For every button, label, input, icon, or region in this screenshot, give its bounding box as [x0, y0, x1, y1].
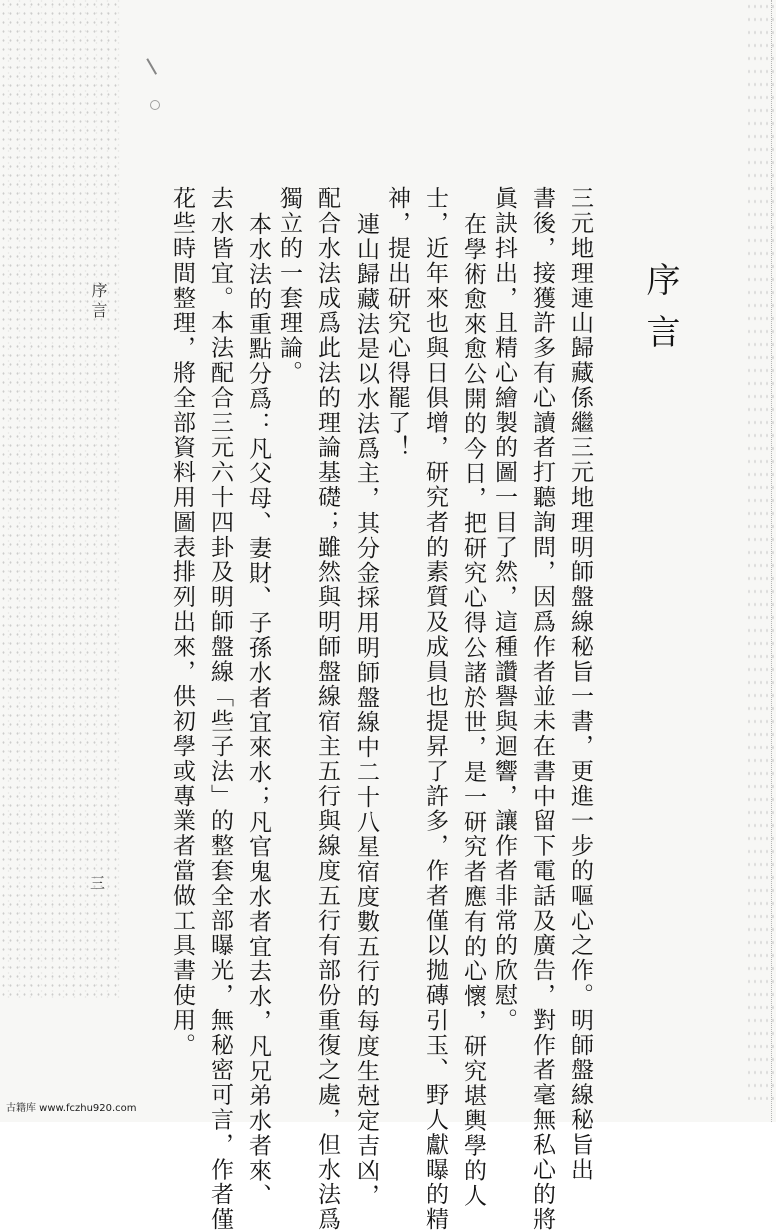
text-column: 本水法的重點分爲：凡父母、妻財、子孫水者宜來水；凡官鬼水者宜去水，凡兄弟水者來、: [245, 212, 271, 1208]
page-title: 序言: [640, 262, 680, 366]
page-edge: [770, 0, 772, 1122]
source-watermark: 古籍库 www.fczhu920.com: [6, 1103, 137, 1114]
text-column: 眞訣抖出，且精心繪製的圖一目了然，這種讚譽與迴響，讓作者非常的欣慰。: [491, 186, 517, 1033]
text-column: 三元地理連山歸藏係繼三元地理明師盤線秘旨一書，更進一步的嘔心之作。明師盤線秘旨出: [567, 186, 593, 1182]
scan-mark: [150, 100, 160, 110]
text-column: 連山歸藏法是以水法爲主，其分金採用明師盤線中二十八星宿度數五行的每度生尅定吉凶，: [353, 212, 379, 1208]
scan-noise-left: [0, 0, 120, 1000]
text-column: 在學術愈來愈公開的今日，把研究心得公諸於世，是一研究者應有的心懷，研究堪輿學的人: [460, 212, 486, 1208]
text-column: 書後，接獲許多有心讀者打聽詢問，因爲作者並未在書中留下電話及廣告，對作者毫無私心的將: [529, 186, 555, 1232]
text-column: 配合水法成爲此法的理論基礎；雖然與明師盤線宿主五行與線度五行有部份重復之處，但水法爲: [314, 186, 340, 1232]
scan-mark: [146, 53, 165, 75]
text-column: 神，提出研究心得罷了！: [384, 186, 410, 460]
text-column: 獨立的一套理論。: [276, 186, 302, 386]
running-head: 序言: [89, 282, 108, 322]
text-column: 去水皆宜。本法配合三元六十四卦及明師盤線「些子法」的整套全部曝光，無秘密可言，作者僅: [207, 186, 233, 1232]
page-number: 三: [90, 874, 105, 892]
text-column: 士，近年來也與日俱增，研究者的素質及成員也提昇了許多，作者僅以拋磚引玉、野人獻曝的精: [422, 186, 448, 1232]
text-column: 花些時間整理，將全部資料用圖表排列出來，供初學或專業者當做工具書使用。: [169, 186, 195, 1058]
